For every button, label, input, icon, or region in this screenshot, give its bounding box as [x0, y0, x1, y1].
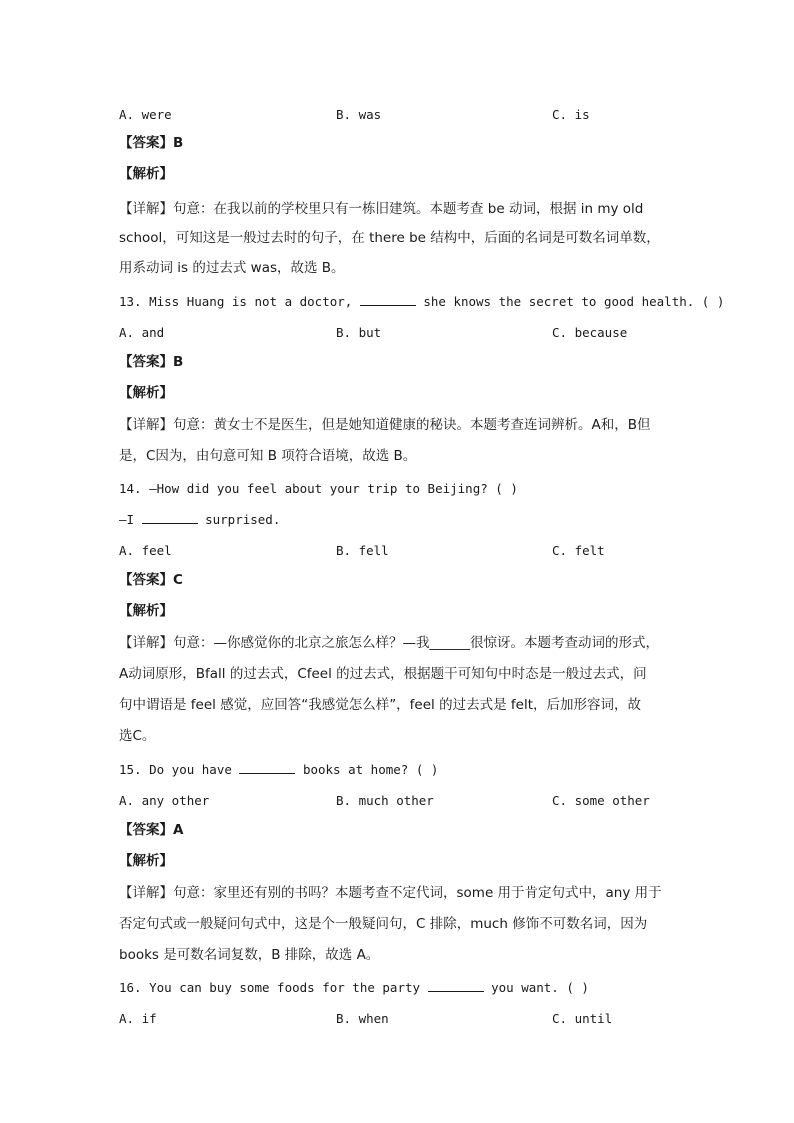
q14-stem: 14. —How did you feel about your trip to Beijing? ( )	[119, 481, 518, 496]
q13-blank	[360, 293, 416, 306]
q12-explain-line-2: school，可知这是一般过去时的句子，在 there be 结构中，后面的名词是可数名词单数，	[119, 230, 660, 246]
q16-stem-after: you want. ( )	[483, 980, 589, 995]
q15-stem	[119, 761, 438, 779]
q13-analysis-label: 【解析】	[119, 385, 173, 401]
q13-explain-line-1: 【详解】句意：黄女士不是医生，但是她知道健康的秘诀。本题考查连词辨析。A和，B但	[119, 417, 651, 433]
q14-explain-line-2: A动词原形，Bfall 的过去式，Cfeel 的过去式，根据题干可知句中时态是一般过去式，问	[119, 666, 647, 682]
q13-stem-after: she knows the secret to good health. ( )	[415, 294, 725, 309]
q12-option-b: B. was	[336, 107, 382, 122]
q16-stem-before: 16. You can buy some foods for the party	[119, 980, 428, 995]
q14-stem-line-2	[119, 511, 280, 529]
q14-explain-line-3: 句中谓语是 feel 感觉，应回答“我感觉怎么样”，feel 的过去式是 felt，后加形容词，故	[119, 697, 641, 713]
q15-stem-after: books at home? ( )	[295, 762, 439, 777]
q15-analysis-label: 【解析】	[119, 853, 173, 869]
q15-explain-line-3: books 是可数名词复数，B 排除，故选 A。	[119, 947, 380, 963]
q13-option-b: B. but	[336, 325, 382, 340]
q14-blank	[142, 511, 198, 524]
q14-option-b: B. fell	[336, 543, 389, 558]
q12-explain-line-1: 【详解】句意：在我以前的学校里只有一栋旧建筑。本题考查 be 动词，根据 in my old	[119, 201, 644, 217]
q12-option-a: A. were	[119, 107, 172, 122]
q12-option-c: C. is	[552, 107, 590, 122]
q14-answer: 【答案】C	[119, 572, 183, 588]
q12-answer: 【答案】B	[119, 135, 184, 151]
q15-option-a: A. any other	[119, 793, 210, 808]
q13-explain-line-2: 是，C因为，由句意可知 B 项符合语境，故选 B。	[119, 448, 417, 464]
q15-option-b: B. much other	[336, 793, 434, 808]
q13-stem-before: 13. Miss Huang is not a doctor,	[119, 294, 360, 309]
q13-option-c: C. because	[552, 325, 628, 340]
q14-option-c: C. felt	[552, 543, 605, 558]
q15-answer: 【答案】A	[119, 822, 184, 838]
q16-stem	[119, 979, 589, 997]
q15-stem-before: 15. Do you have	[119, 762, 240, 777]
q14-explain-line-4: 选C。	[119, 728, 156, 744]
q14-analysis-label: 【解析】	[119, 603, 173, 619]
q15-option-c: C. some other	[552, 793, 650, 808]
q12-explain-line-3: 用系动词 is 的过去式 was，故选 B。	[119, 260, 345, 276]
q16-option-b: B. when	[336, 1011, 389, 1026]
q13-answer: 【答案】B	[119, 354, 184, 370]
q14-explain-line-1: 【详解】句意：—你感觉你的北京之旅怎么样？—我______很惊讶。本题考查动词的形式，	[119, 635, 659, 651]
q12-analysis-label: 【解析】	[119, 166, 173, 182]
q13-option-a: A. and	[119, 325, 165, 340]
q13-stem	[119, 293, 724, 311]
q14-stem2-after: surprised.	[197, 512, 281, 527]
q14-stem2-before: —I	[119, 512, 142, 527]
q16-option-a: A. if	[119, 1011, 157, 1026]
q15-explain-line-1: 【详解】句意：家里还有别的书吗？本题考查不定代词，some 用于肯定句式中，any 用于	[119, 885, 662, 901]
q16-option-c: C. until	[552, 1011, 613, 1026]
q16-blank	[428, 979, 484, 992]
q15-explain-line-2: 否定句式或一般疑问句式中，这是个一般疑问句，C 排除，much 修饰不可数名词，因为	[119, 916, 648, 932]
q14-option-a: A. feel	[119, 543, 172, 558]
q15-blank	[239, 761, 295, 774]
